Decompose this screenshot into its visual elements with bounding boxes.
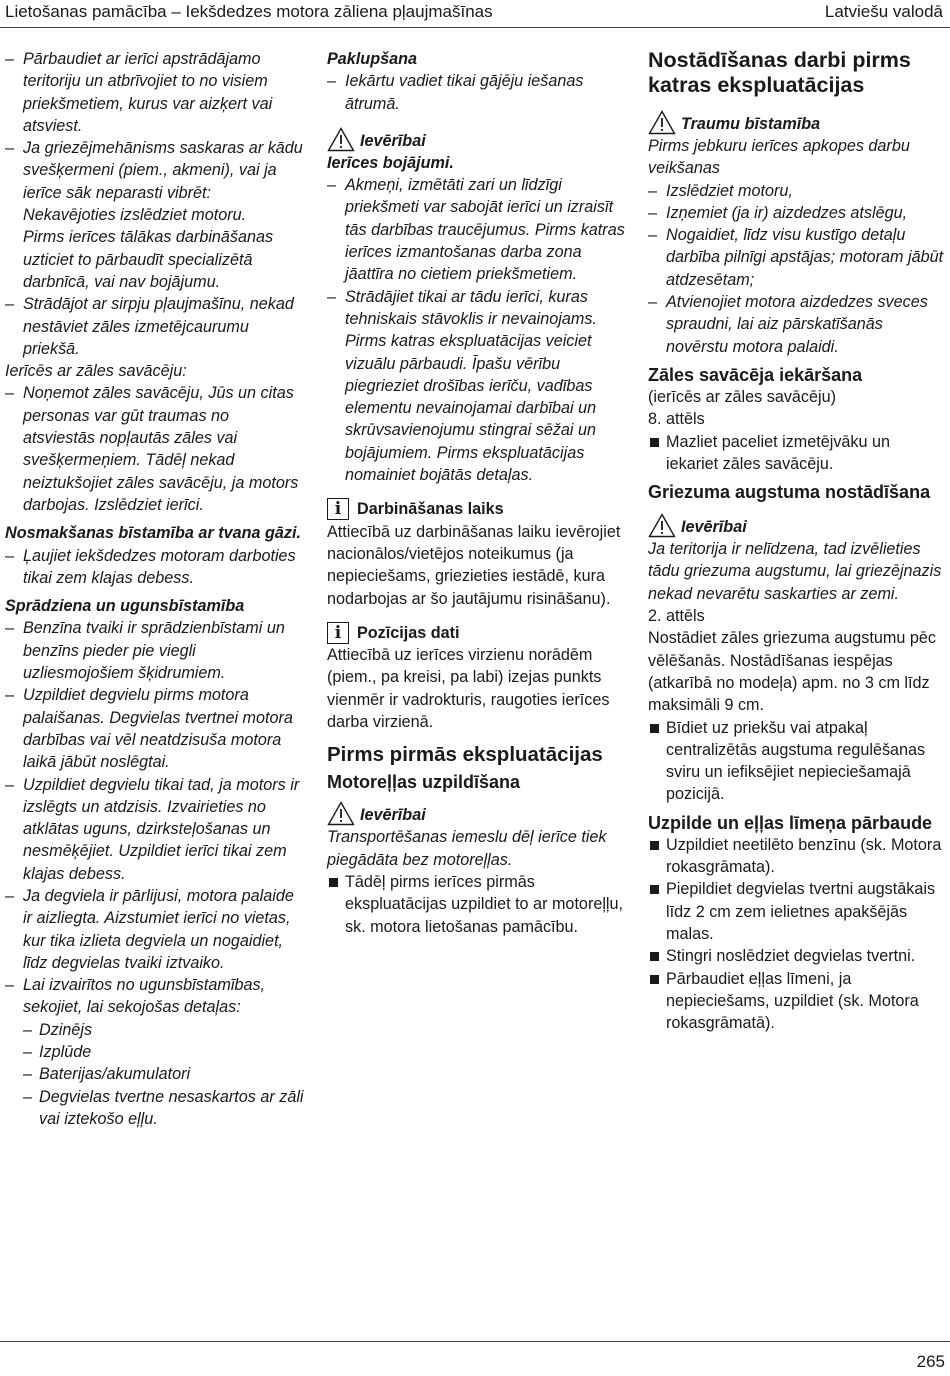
height-note: Ja teritorija ir nelīdzena, tad izvēlieties tādu griezuma augstumu, lai griezējnazis nekad nevarētu saskarties ar zemi. (648, 540, 942, 603)
height-title: Griezuma augstuma nostādīšana (648, 482, 931, 503)
list-item: – Iekārtu vadiet tikai gājēju iešanas ātrumā. (327, 70, 627, 115)
figure-ref: 8. attēls (648, 410, 705, 429)
list-item: – Atvienojiet motora aizdedzes sveces spraudni, lai aiz pārskatīšanās novērstu motora palaidi. (648, 291, 946, 358)
first-use-title: Pirms pirmās ekspluatācijas (327, 743, 603, 767)
position-text: Attiecībā uz ierīces virzienu norādēm (piem., pa kreisi, pa labi) izejas punkts vienmēr ir vadrokturis, raugoties ierīces darba virzienā. (327, 646, 610, 732)
suffocation-title: Nosmakšanas bīstamība ar tvana gāzi. (5, 524, 301, 543)
list-item: Pārbaudiet eļļas līmeni, ja nepieciešams, uzpildiet (sk. Motora rokasgrāmatā). (648, 968, 946, 1035)
caution-heading (648, 513, 946, 538)
sub-list-item: – Degvielas tvertne nesaskartos ar zāli vai iztekošo eļļu. (5, 1086, 305, 1131)
list-item: Bīdiet uz priekšu vai atpakaļ centralizētās augstuma regulēšanas sviru un iefiksējiet nepieciešamajā pozicijā. (648, 717, 946, 806)
sub-list-item: – Izplūde (5, 1041, 305, 1063)
injury-heading (648, 110, 946, 135)
collector-subtitle: (ierīcēs ar zāles savācēju) (648, 387, 837, 406)
warning-icon (648, 513, 676, 538)
info-icon: i (327, 622, 349, 644)
list-item: – Strādājiet tikai ar tādu ierīci, kuras tehniskais stāvoklis ir nevainojams. Pirms katras ekspluatācijas veiciet vizuālu pārbaudi. Īpašu vērību piegrieziet drošības ierīču, vadības elementu nevainojamai darbībai un skrūvsavienojumu stingrai sēžai un bojājumiem. Pirms ekspluatācijas nomainiet bojātās detaļas. (327, 286, 627, 487)
column-2 (327, 48, 627, 938)
position-title: Pozīcijas dati (357, 623, 460, 642)
page-number: 265 (916, 1352, 945, 1371)
caution-label: Ievērībai (360, 131, 426, 150)
transport-note: Transportēšanas iemeslu dēļ ierīce tiek piegādāta bez motoreļļas. (327, 828, 607, 869)
runtime-text: Attiecībā uz darbināšanas laiku ievērojiet nacionālos/vietējos noteikumus (ja nepieciešams, griezieties iestādē, kura nodarbojas ar šo jautājumu risināšanu). (327, 522, 621, 608)
page-header (0, 0, 950, 28)
list-item: – Lai izvairītos no ugunsbīstamības, sekojiet, lai sekojošas detaļas: (5, 974, 305, 1019)
explosion-title: Sprādziena un ugunsbīstamība (5, 597, 245, 616)
caution-label: Ievērībai (681, 517, 747, 536)
caution-label: Ievērībai (360, 806, 426, 825)
list-item: – Noņemot zāles savācēju, Jūs un citas personas var gūt traumas no atsviestās nopļautās zāles vai svešķermeņiem. Tādēļ nekad neiztukšojiet zāles savācēju, ja motors darbojas. Izslēdziet ierīci. (5, 382, 305, 516)
runtime-title: Darbināšanas laiks (357, 500, 504, 519)
list-item: – Strādājot ar sirpju pļaujmašīnu, nekad nestāviet zāles izmetējcaurumu priekšā. (5, 293, 305, 360)
oil-fill-title: Motoreļļas uzpildīšana (327, 772, 521, 793)
list-item: – Ļaujiet iekšdedzes motoram darboties tikai zem klajas debess. (5, 545, 305, 590)
list-item: – Nogaidiet, līdz visu kustīgo detaļu darbība pilnīgi apstājas; motoram jābūt atdzesētam; (648, 224, 946, 291)
runtime-heading (327, 498, 627, 520)
list-item: Uzpildiet neetilēto benzīnu (sk. Motora rokasgrāmata). (648, 834, 946, 879)
injury-intro: Pirms jebkuru ierīces apkopes darbu veikšanas (648, 137, 910, 178)
list-item: Mazliet paceliet izmetējvāku un iekariet zāles savācēju. (648, 431, 946, 476)
slip-title: Paklupšana (327, 50, 417, 68)
list-item: – Ja degviela ir pārlijusi, motora palaide ir aizliegta. Aizstumiet ierīci no vietas, kur tika izlieta degviela un nogaidiet, līdz degvielas tvaiki iztvaiko. (5, 885, 305, 974)
damage-title: Ierīces bojājumi. (327, 153, 454, 172)
height-text: Nostādiet zāles griezuma augstumu pēc vēlēšanās. Nostādīšanas iespējas (atkarībā no modeļa) apm. no 3 cm līdz maksimāli 9 cm. (648, 629, 936, 715)
list-item-continuation: Pirms ierīces tālākas darbināšanas uzticiet to pārbaudīt specializētā darbnīcā, vai nav bojājumu. (23, 228, 274, 291)
footer-divider (0, 1341, 950, 1342)
position-heading (327, 622, 627, 644)
injury-label: Traumu bīstamība (681, 114, 821, 133)
list-item: Stingri noslēdziet degvielas tvertni. (648, 945, 946, 967)
list-item: Piepildiet degvielas tvertni augstākais līdz 2 cm zem ielietnes apakšējās malas. (648, 878, 946, 945)
list-item: – Benzīna tvaiki ir sprādzienbīstami un benzīns pieder pie viegli uzliesmojošiem šķidrumiem. (5, 617, 305, 684)
setup-title: Nostādīšanas darbi pirms katras ekspluatācijas (648, 48, 911, 97)
warning-icon (327, 801, 355, 826)
figure-ref: 2. attēls (648, 607, 705, 626)
header-title: Lietošanas pamācība – Iekšdedzes motora zāliena pļaujmašīnas (5, 2, 493, 21)
header-language: Latviešu valodā (824, 2, 943, 21)
fuel-title: Uzpilde un eļļas līmeņa pārbaude (648, 812, 933, 833)
sub-list-item: – Dzinējs (5, 1019, 305, 1041)
info-icon: i (327, 498, 349, 520)
column-1 (5, 48, 305, 1130)
list-item: – Pārbaudiet ar ierīci apstrādājamo teritoriju un atbrīvojiet to no visiem priekšmetiem, kurus var aizķert vai atsviest. (5, 48, 305, 137)
list-item: – Akmeņi, izmētāti zari un līdzīgi priekšmeti var sabojāt ierīci un izraisīt tās darbības traucējumus. Pirms katras ierīces izmantošanas darba zona jāattīra no cietiem priekšmetiem. (327, 174, 627, 285)
collector-label: Ierīcēs ar zāles savācēju: (5, 362, 187, 381)
list-item: Tādēļ pirms ierīces pirmās ekspluatācijas uzpildiet to ar motoreļļu, sk. motora lietošanas pamācību. (327, 871, 627, 938)
warning-icon (648, 110, 676, 135)
caution-heading (327, 127, 627, 152)
list-item: – Ja griezējmehānisms saskaras ar kādu svešķermeni (piem., akmeni), vai ja ierīce sāk neparasti vibrēt: Nekavējoties izslēdziet motoru. (5, 137, 305, 226)
list-item: – Izslēdziet motoru, (648, 180, 946, 202)
list-item: – Uzpildiet degvielu tikai tad, ja motors ir izslēgts un atdzisis. Izvairieties no atklātas uguns, dzirksteļošanas un nesmēķējiet. Uzpildiet ierīci tikai zem klajas debess. (5, 774, 305, 885)
sub-list-item: – Baterijas/akumulatori (5, 1063, 305, 1085)
column-3 (648, 48, 946, 1034)
warning-icon (327, 127, 355, 152)
collector-title: Zāles savācēja iekāršana (648, 364, 863, 385)
list-item: – Izņemiet (ja ir) aizdedzes atslēgu, (648, 202, 946, 224)
list-item: – Uzpildiet degvielu pirms motora palaišanas. Degvielas tvertnei motora darbības vai vēl neatdzisuša motora laikā jābūt noslēgtai. (5, 684, 305, 773)
caution-heading (327, 801, 627, 826)
